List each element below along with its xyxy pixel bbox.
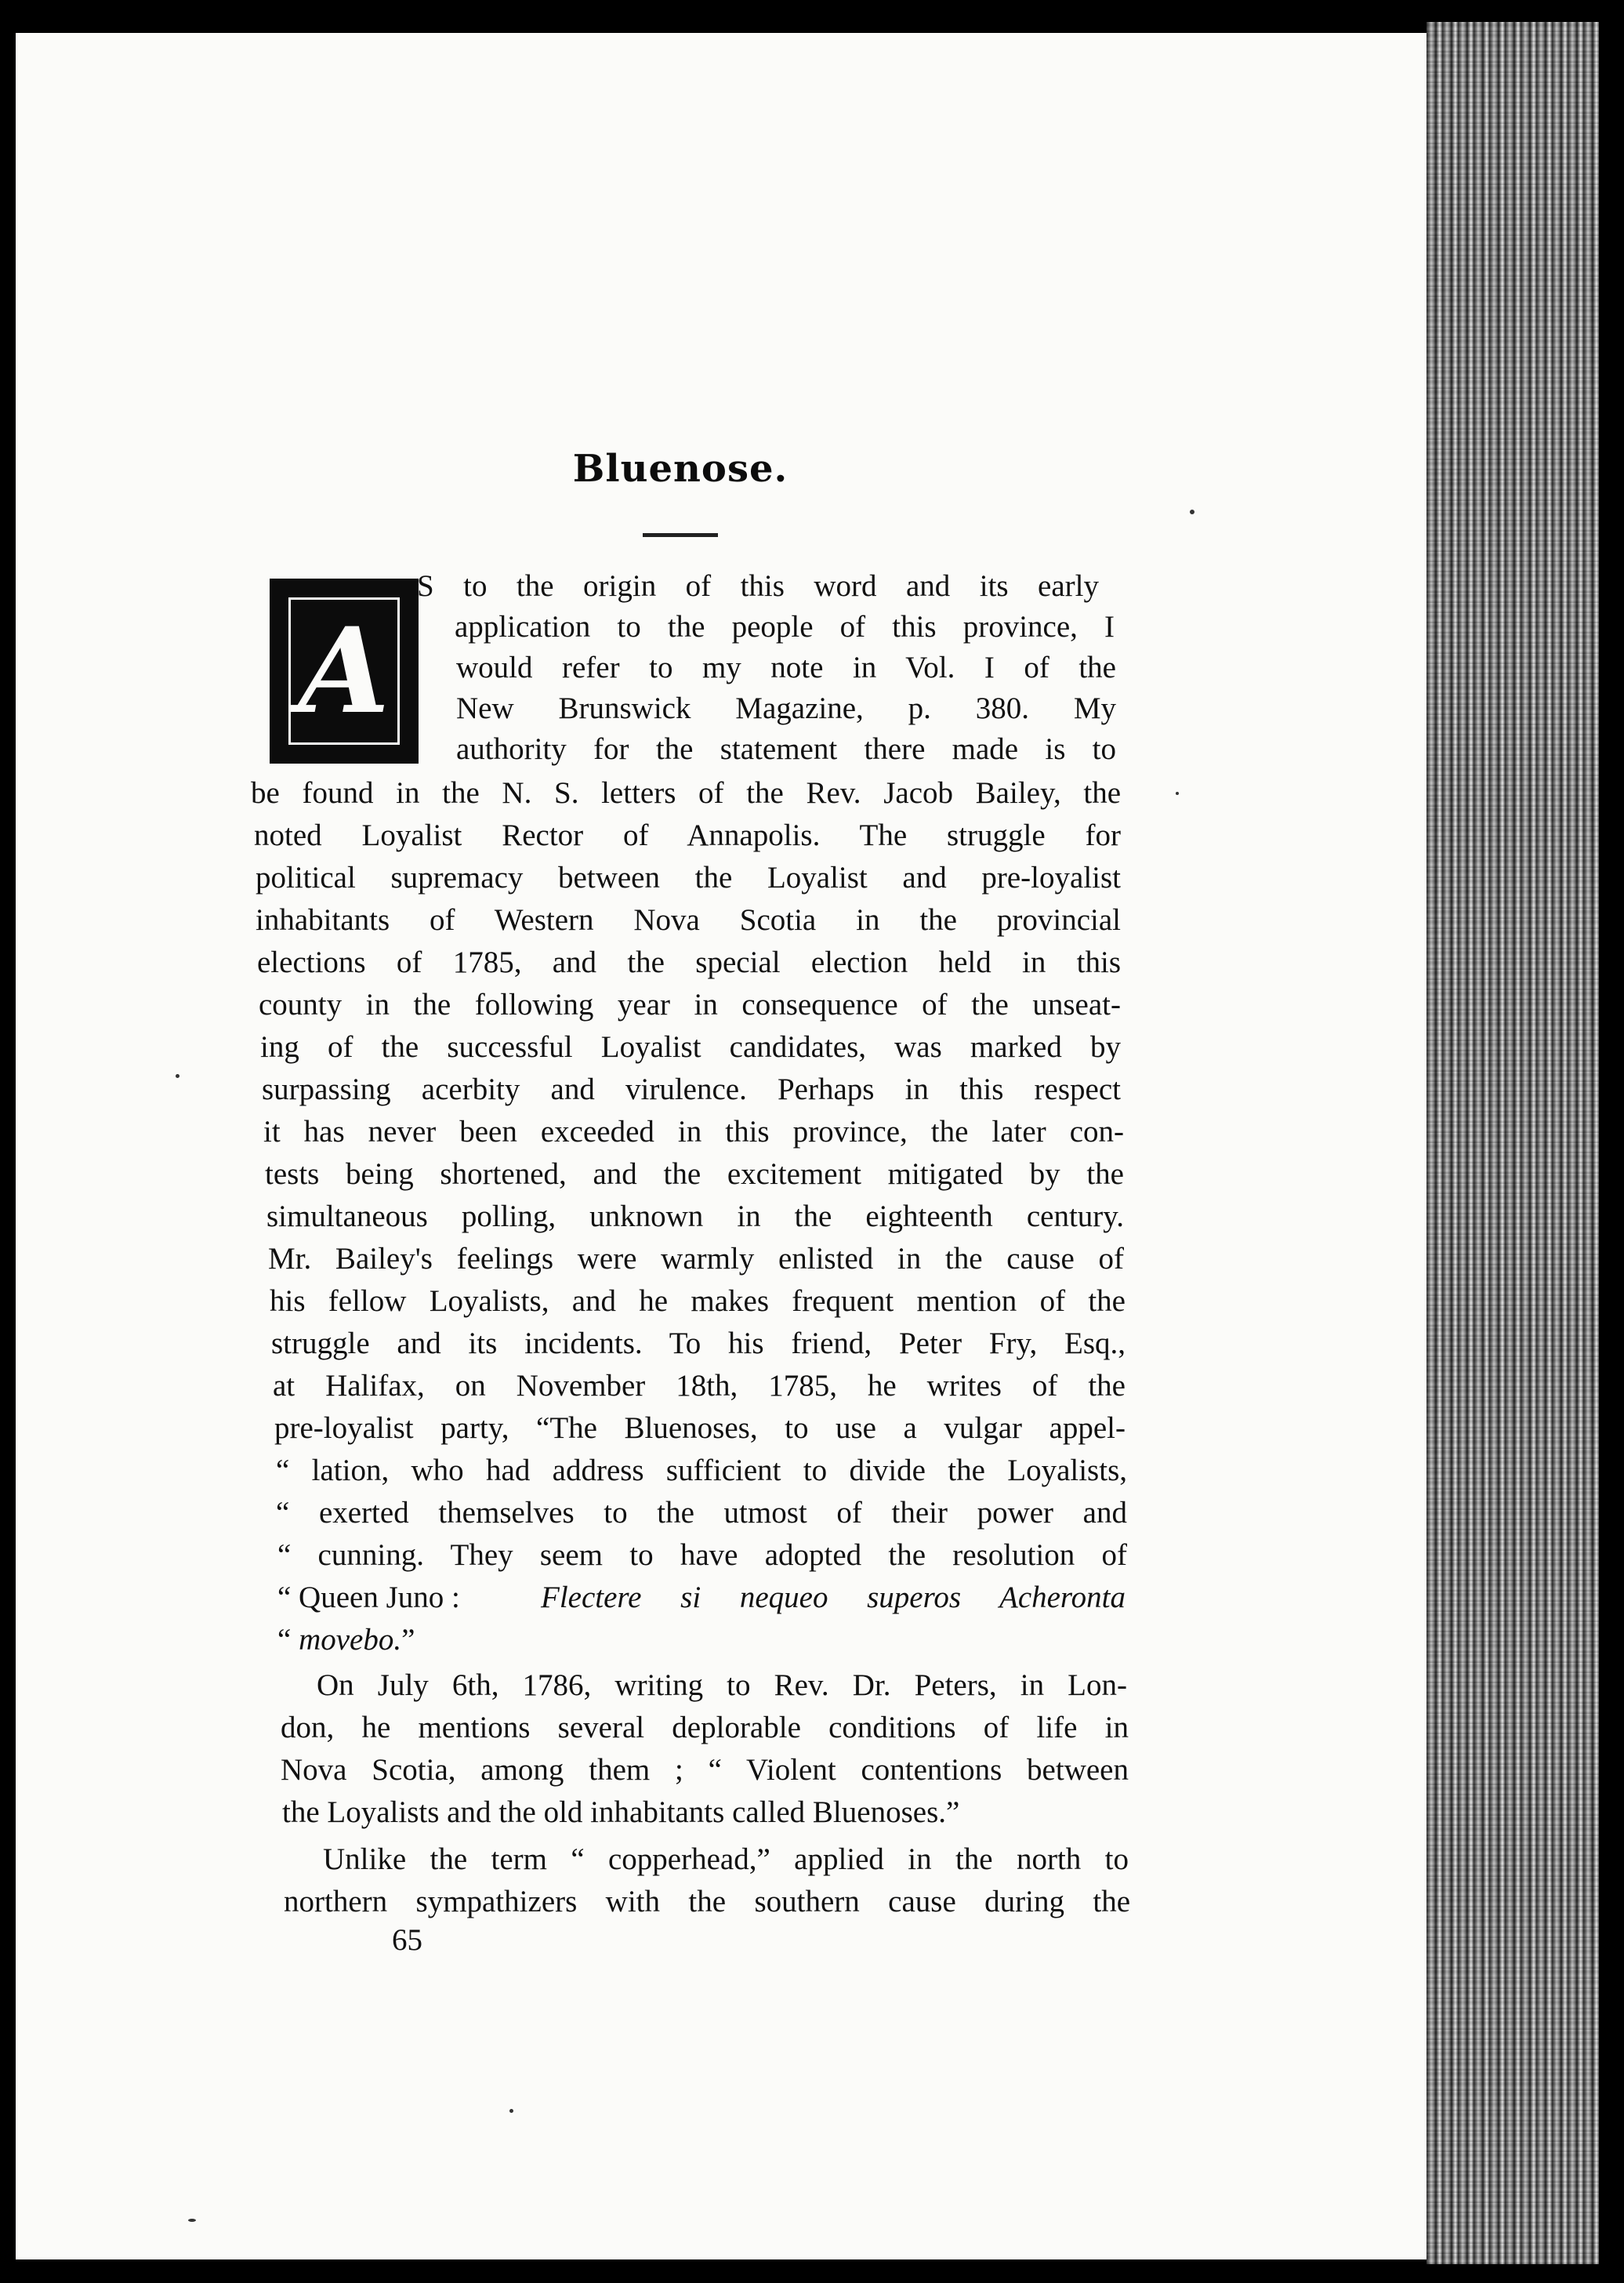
text-line: On July 6th, 1786, writing to Rev. Dr. Peters, in Lon- xyxy=(317,1668,1127,1702)
text-line: “ cunning. They seem to have adopted the resolution of xyxy=(277,1538,1127,1572)
open-quote: “ xyxy=(277,1623,292,1657)
text-line: county in the following year in consequence of the unseat- xyxy=(259,988,1121,1022)
close-quote: ” xyxy=(401,1623,415,1657)
drop-cap xyxy=(270,579,419,764)
page-number: 65 xyxy=(392,1923,422,1957)
text-line: inhabitants of Western Nova Scotia in the provincial xyxy=(256,903,1121,937)
text-line: “ lation, who had address sufficient to divide the Loyalists, xyxy=(276,1454,1127,1487)
text-line: surpassing acerbity and virulence. Perhaps in this respect xyxy=(262,1073,1121,1106)
text-line: authority for the statement there made is to xyxy=(456,732,1116,766)
drop-cap-letter: A xyxy=(298,602,390,740)
text-line: political supremacy between the Loyalist and pre-loyalist xyxy=(256,861,1121,895)
text-line: pre-loyalist party, “The Bluenoses, to use a vulgar appel- xyxy=(274,1411,1126,1445)
text-line: noted Loyalist Rector of Annapolis. The struggle for xyxy=(254,818,1121,852)
text-line: Mr. Bailey's feelings were warmly enlisted in the cause of xyxy=(268,1242,1124,1276)
chapter-heading: Bluenose. xyxy=(572,447,788,491)
scan-speck xyxy=(1190,510,1194,514)
latin-quote: Flectere si nequeo superos Acheronta xyxy=(541,1581,1126,1614)
latin-quote-end: movebo. xyxy=(299,1623,402,1657)
text-line: ing of the successful Loyalist candidates, was marked by xyxy=(260,1030,1121,1064)
scan-speck xyxy=(188,2219,196,2222)
page-edges xyxy=(1426,22,1599,2264)
text-line: it has never been exceeded in this province, the later con- xyxy=(263,1115,1124,1149)
text-line: northern sympathizers with the southern cause during the xyxy=(284,1885,1130,1918)
text-line: Unlike the term “ copperhead,” applied in the north to xyxy=(323,1842,1129,1876)
text-line xyxy=(277,1624,415,1655)
text-line: simultaneous polling, unknown in the eighteenth century. xyxy=(266,1200,1124,1233)
text-line: his fellow Loyalists, and he makes frequent mention of the xyxy=(270,1284,1126,1318)
text-line: “ Queen Juno : xyxy=(277,1581,460,1614)
text-line: Nova Scotia, among them ; “ Violent contentions between xyxy=(281,1753,1129,1787)
text-line: application to the people of this province, I xyxy=(455,610,1115,644)
text-line: would refer to my note in Vol. I of the xyxy=(456,651,1116,684)
text-line: the Loyalists and the old inhabitants called Bluenoses.” xyxy=(282,1795,960,1829)
scan-speck xyxy=(176,1074,179,1078)
text-line: struggle and its incidents. To his friend, Peter Fry, Esq., xyxy=(271,1327,1126,1360)
drop-cap-frame xyxy=(288,597,400,745)
scan-border xyxy=(1599,0,1624,2283)
text-line: tests being shortened, and the excitement mitigated by the xyxy=(265,1157,1124,1191)
text-line: “ exerted themselves to the utmost of their power and xyxy=(276,1496,1127,1530)
scan-speck xyxy=(509,2109,513,2113)
text-line: New Brunswick Magazine, p. 380. My xyxy=(456,691,1116,725)
text-line: at Halifax, on November 18th, 1785, he writes of the xyxy=(273,1369,1126,1403)
text-line: S to the origin of this word and its early xyxy=(417,569,1099,603)
text-line: don, he mentions several deplorable conditions of life in xyxy=(281,1711,1129,1744)
text-line: elections of 1785, and the special election held in this xyxy=(257,946,1121,979)
text-line: be found in the N. S. letters of the Rev. Jacob Bailey, the xyxy=(251,776,1121,810)
scan-speck xyxy=(1176,792,1179,795)
heading-rule xyxy=(643,533,718,537)
